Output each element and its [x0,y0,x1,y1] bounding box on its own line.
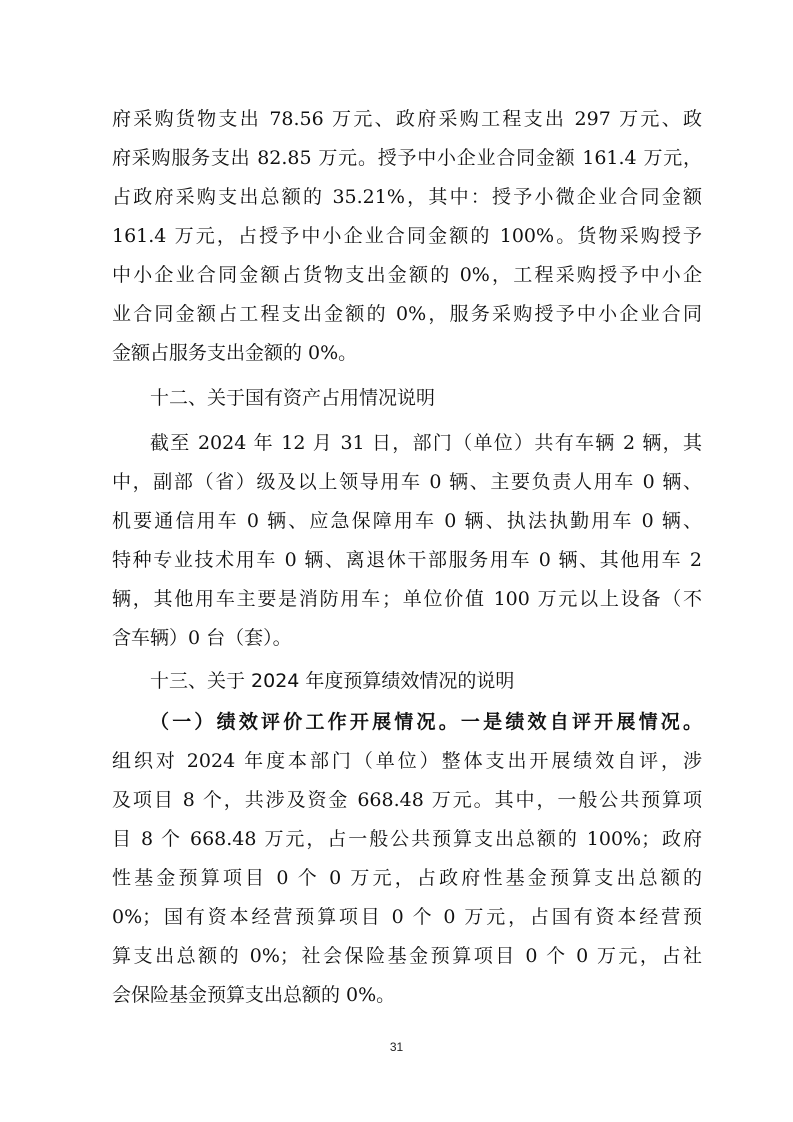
text-line: 性基金预算项目 0 个 0 万元，占政府性基金预算支出总额的 [112,867,702,889]
text-line: 府采购服务支出 82.85 万元。授予中小企业合同金额 161.4 万元， [112,147,702,169]
text-line: 截至 2024 年 12 月 31 日，部门（单位）共有车辆 2 辆，其 [150,432,702,454]
text-line: 中，副部（省）级及以上领导用车 0 辆、主要负责人用车 0 辆、 [112,471,702,493]
subsection-lead: （一）绩效评价工作开展情况。一是绩效自评开展情况。 [150,711,702,733]
text-line: 含车辆）0 台（套）。 [112,627,292,649]
text-line: 0%；国有资本经营预算项目 0 个 0 万元，占国有资本经营预 [112,906,702,928]
section-heading: 十二、关于国有资产占用情况说明 [150,387,436,409]
text-line: 组织对 2024 年度本部门（单位）整体支出开展绩效自评，涉 [112,750,702,772]
text-line: 占政府采购支出总额的 35.21%，其中：授予小微企业合同金额 [112,186,702,208]
text-line: 161.4 万元，占授予中小企业合同金额的 100%。货物采购授予 [112,225,702,247]
text-line: 会保险基金预算支出总额的 0%。 [112,984,396,1006]
section-heading: 十三、关于 2024 年度预算绩效情况的说明 [150,670,515,692]
page-number: 31 [389,1040,404,1054]
text-line: 业合同金额占工程支出金额的 0%，服务采购授予中小企业合同 [112,303,702,325]
text-line: 府采购货物支出 78.56 万元、政府采购工程支出 297 万元、政 [112,108,702,130]
text-line: 机要通信用车 0 辆、应急保障用车 0 辆、执法执勤用车 0 辆、 [112,510,702,532]
text-line: 及项目 8 个，共涉及资金 668.48 万元。其中，一般公共预算项 [112,789,702,811]
text-line: 辆，其他用车主要是消防用车；单位价值 100 万元以上设备（不 [112,588,702,610]
text-line: 金额占服务支出金额的 0%。 [112,342,358,364]
text-line: 算支出总额的 0%；社会保险基金预算项目 0 个 0 万元，占社 [112,945,702,967]
text-line: 目 8 个 668.48 万元，占一般公共预算支出总额的 100%；政府 [112,828,702,850]
text-line: 中小企业合同金额占货物支出金额的 0%，工程采购授予中小企 [112,264,702,286]
text-line: 特种专业技术用车 0 辆、离退休干部服务用车 0 辆、其他用车 2 [112,549,702,571]
